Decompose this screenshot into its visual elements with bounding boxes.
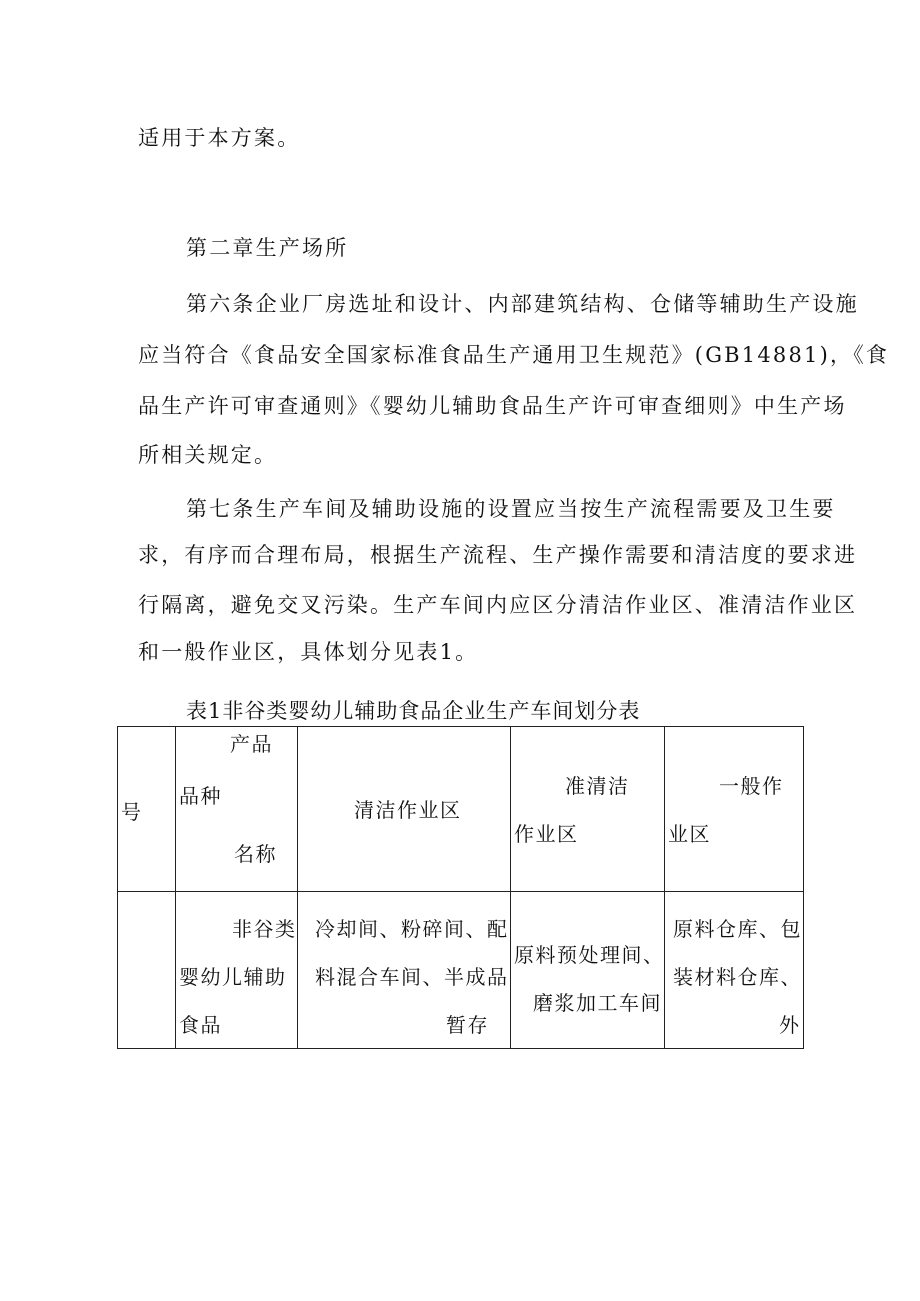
article-6-line-1: 第六条企业厂房选址和设计、内部建筑结构、仓储等辅助生产设施 [186,292,859,316]
header-general-line2: 业区 [668,822,711,846]
header-semi-clean-line2: 作业区 [514,822,579,846]
header-cell-number [118,727,176,892]
row-general-line2: 装材料仓库、 [673,965,802,989]
header-product-line3: 名称 [234,842,277,866]
row-product-line1: 非谷类 [232,917,297,941]
row-cell-semi-clean-zone [511,892,665,1049]
article-6-line-3: 品生产许可审查通则》《婴幼儿辅助食品生产许可审查细则》中生产场 [138,394,847,418]
row-clean-line1: 冷却间、粉碎间、配 [315,917,509,941]
article-7-line-1: 第七条生产车间及辅助设施的设置应当按生产流程需要及卫生要 [186,497,836,521]
article-7-line-3: 行隔离，避免交叉污染。生产车间内应区分清洁作业区、准清洁作业区 [138,593,858,617]
row-clean-line3: 暂存 [446,1013,489,1037]
row-cell-general-zone [665,892,804,1049]
article-7-line-2: 求，有序而合理布局，根据生产流程、生产操作需要和清洁度的要求进 [138,543,858,567]
row-product-line2: 婴幼儿辅助 [179,965,287,989]
article-7-line-4: 和一般作业区，具体划分见表1。 [138,640,479,664]
header-general-line1: 一般作 [719,774,784,798]
workshop-zone-table [117,726,804,1049]
header-semi-clean-line1: 准清洁 [565,774,630,798]
header-cell-general-zone [665,727,804,892]
row-cell-clean-zone [298,892,511,1049]
header-product-line1: 产品 [230,732,273,756]
row-cell-number [118,892,176,1049]
header-cell-semi-clean-zone [511,727,665,892]
chapter-title: 第二章生产场所 [186,236,349,260]
table-header-row [118,727,804,892]
row-general-line1: 原料仓库、包 [673,917,802,941]
article-6-line-4: 所相关规定。 [138,443,278,467]
row-product-line3: 食品 [179,1013,222,1037]
header-number-label: 号 [121,800,143,824]
table-caption: 表1非谷类婴幼儿辅助食品企业生产车间划分表 [186,699,641,723]
row-general-line3: 外 [779,1013,801,1037]
row-clean-line2: 料混合车间、半成品 [315,965,509,989]
table-row [118,892,804,1049]
header-clean-zone-label: 清洁作业区 [354,798,462,822]
header-cell-product [176,727,298,892]
row-semi-clean-line1: 原料预处理间、 [514,943,665,967]
article-6-line-2: 应当符合《食品安全国家标准食品生产通用卫生规范》(GB14881)，《食 [138,343,890,367]
paragraph-intro-end: 适用于本方案。 [138,126,301,150]
header-product-line2: 品种 [179,784,222,808]
row-cell-product [176,892,298,1049]
header-cell-clean-zone [298,727,511,892]
row-semi-clean-line2: 磨浆加工车间 [533,991,662,1015]
